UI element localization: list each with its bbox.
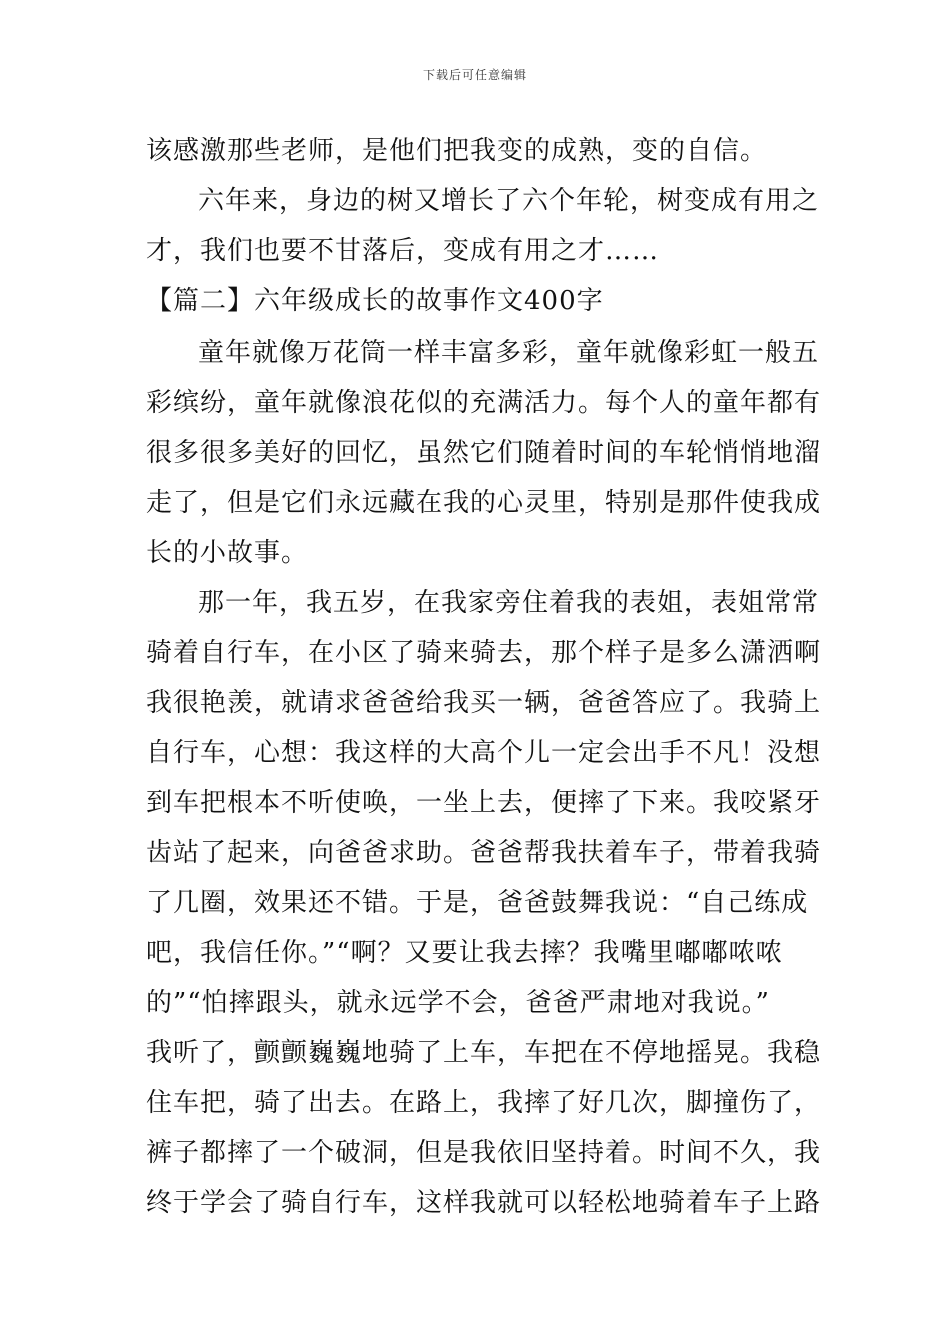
text-line: 住车把，骑了出去。在路上，我摔了好几次，脚撞伤了， <box>146 1088 822 1118</box>
text-line: 终于学会了骑自行车，这样我就可以轻松地骑着车子上路 <box>146 1188 822 1218</box>
text-line: 才，我们也要不甘落后，变成有用之才…… <box>146 236 660 266</box>
text-line: 童年就像万花筒一样丰富多彩，童年就像彩虹一般五 <box>198 338 820 368</box>
text-line: 我很艳羡，就请求爸爸给我买一辆，爸爸答应了。我骑上 <box>146 688 822 718</box>
text-line: 彩缤纷，童年就像浪花似的充满活力。每个人的童年都有 <box>146 388 822 418</box>
text-line: 很多很多美好的回忆，虽然它们随着时间的车轮悄悄地溜 <box>146 438 822 468</box>
text-line: 到车把根本不听使唤，一坐上去，便摔了下来。我咬紧牙 <box>146 788 822 818</box>
text-line: 齿站了起来，向爸爸求助。爸爸帮我扶着车子，带着我骑 <box>146 838 822 868</box>
text-line: 骑着自行车，在小区了骑来骑去，那个样子是多么潇洒啊 <box>146 638 822 668</box>
text-line: 了几圈，效果还不错。于是，爸爸鼓舞我说：“自己练成 <box>146 888 809 918</box>
text-line: 六年来，身边的树又增长了六个年轮，树变成有用之 <box>198 186 820 216</box>
text-line: 那一年，我五岁，在我家旁住着我的表姐，表姐常常 <box>198 588 820 618</box>
text-line: 吧，我信任你。”“啊？又要让我去摔？我嘴里嘟嘟哝哝 <box>146 938 783 968</box>
section-heading: 【篇二】六年级成长的故事作文400字 <box>146 286 604 316</box>
text-line: 该感激那些老师，是他们把我变的成熟，变的自信。 <box>146 136 768 166</box>
text-line: 我听了，颤颤巍巍地骑了上车，车把在不停地摇晃。我稳 <box>146 1038 822 1068</box>
text-line: 的”“怕摔跟头，就永远学不会，爸爸严肃地对我说。” <box>146 988 770 1018</box>
header-note: 下载后可任意编辑 <box>422 68 527 82</box>
text-line: 裤子都摔了一个破洞，但是我依旧坚持着。时间不久，我 <box>146 1138 822 1168</box>
text-line: 走了，但是它们永远藏在我的心灵里，特别是那件使我成 <box>146 488 822 518</box>
text-line: 长的小故事。 <box>146 538 309 568</box>
text-line: 自行车，心想：我这样的大高个儿一定会出手不凡！没想 <box>146 738 822 768</box>
